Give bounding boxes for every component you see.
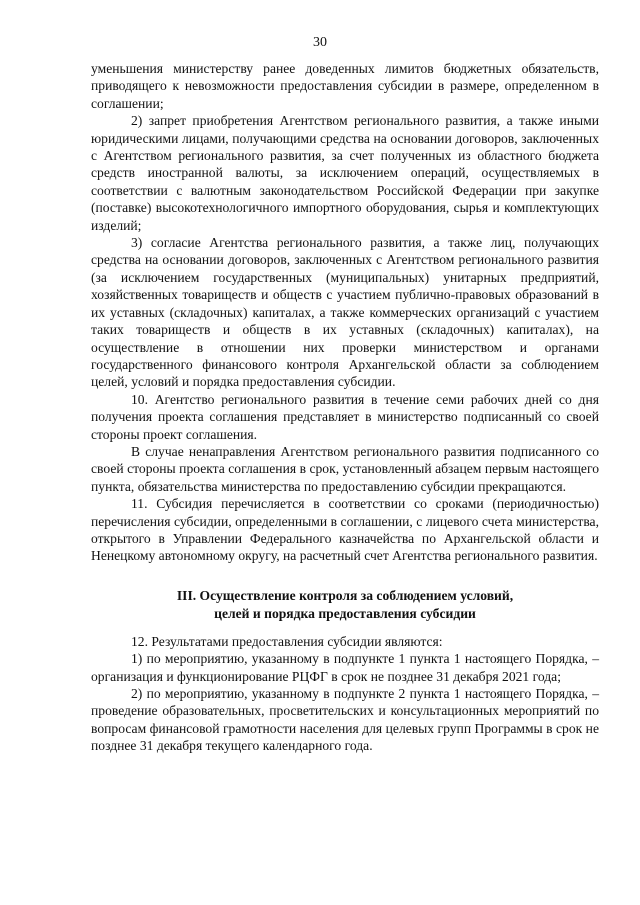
section-heading-line-1: III. Осуществление контроля за соблюдением условий, (176, 587, 514, 603)
paragraph-item-3: 3) согласие Агентства регионального развития, а также лиц, получающих средства на основании договоров, заключенных с Агентством регионального развития (за исключением государственных (муниципальных) унитарных предприятий, хозяйственных товариществ и обществ с участием публично-правовых образований в их уставных (складочных) капиталах, а также коммерческих организаций с участием таких товариществ и обществ в их уставных (складочных) капиталах), на осуществление в отношении них проверки министерством и органами государственного финансового контроля Архангельской области за соблюдением целей, условий и порядка предоставления субсидии. (91, 235, 599, 390)
document-body (91, 60, 599, 755)
page-number: 30 (313, 35, 327, 50)
section-heading-line-2: целей и порядка предоставления субсидии (214, 605, 476, 621)
paragraph-item-2: 2) запрет приобретения Агентством регионального развития, а также иными юридическими лицами, получающими средства на основании договоров, заключенных с Агентством регионального развития, за счет полученных из областного бюджета средств иностранной валюты, за исключением операций, осуществляемых в соответствии с валютным законодательством Российской Федерации при закупке (поставке) высокотехнологичного импортного оборудования, сырья и комплектующих изделий; (91, 113, 599, 233)
paragraph-result-2: 2) по мероприятию, указанному в подпункте 2 пункта 1 настоящего Порядка, – проведение образовательных, просветительских и консультационных мероприятий по вопросам финансовой грамотности населения для целевых групп Программы в срок не позднее 31 декабря текущего календарного года. (91, 686, 599, 754)
paragraph-clause-10-second: В случае ненаправления Агентством регионального развития подписанного со своей стороны проекта соглашения в срок, установленный абзацем первым настоящего пункта, обязательства министерства по предоставлению субсидии прекращаются. (91, 443, 599, 494)
paragraph-continuation: уменьшения министерству ранее доведенных лимитов бюджетных обязательств, приводящего к невозможности предоставления субсидии в размере, определенном в соглашении; (91, 61, 599, 111)
paragraph-clause-11: 11. Субсидия перечисляется в соответствии со сроками (периодичностью) перечисления субсидии, определенными в соглашении, с лицевого счета министерства, открытого в Управлении Федерального казначейства по Архангельской области и Ненецкому автономному округу, на расчетный счет Агентства регионального развития. (91, 496, 599, 564)
section-heading (91, 587, 599, 623)
paragraph-clause-12: 12. Результатами предоставления субсидии являются: (131, 633, 443, 649)
paragraph-clause-10: 10. Агентство регионального развития в течение семи рабочих дней со дня получения проекта соглашения представляет в министерство подписанный со своей стороны проект соглашения. (91, 391, 599, 442)
paragraph-result-1: 1) по мероприятию, указанному в подпункте 1 пункта 1 настоящего Порядка, – организация и функционирование РЦФГ в срок не позднее 31 декабря 2021 года; (91, 651, 599, 684)
